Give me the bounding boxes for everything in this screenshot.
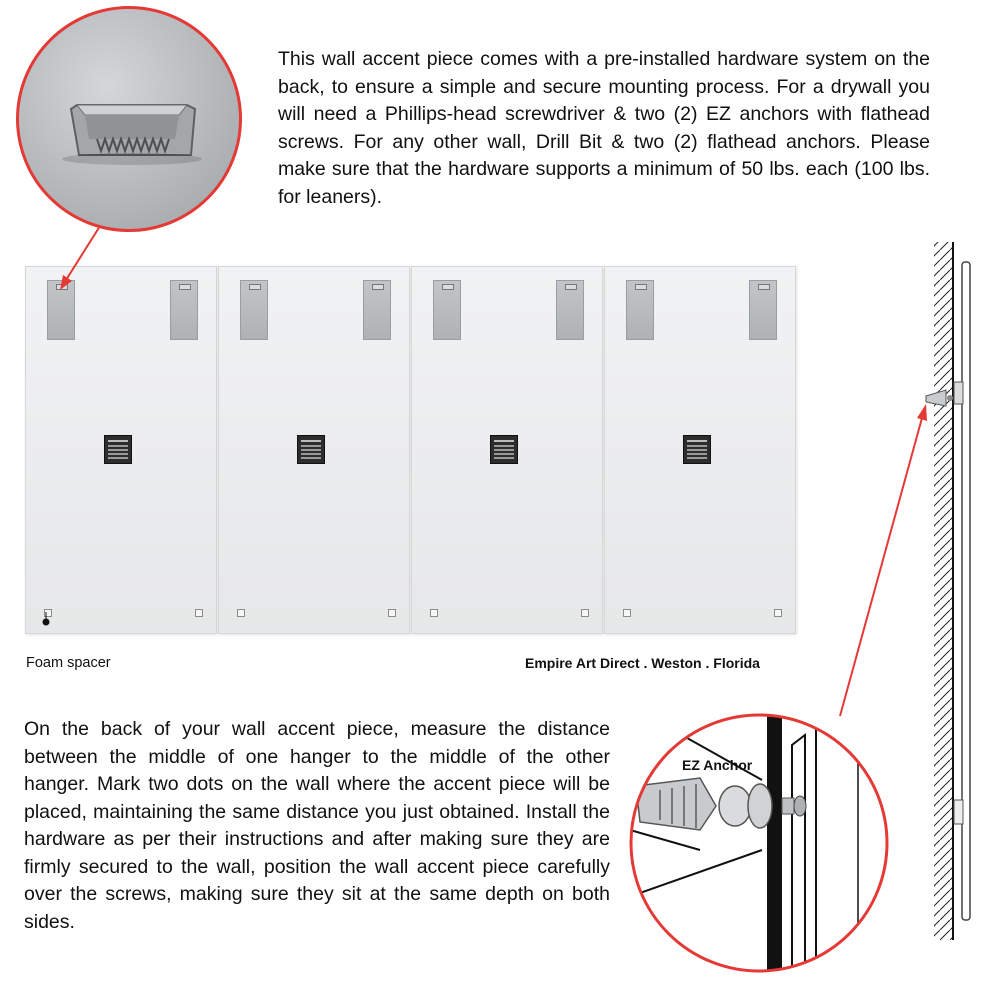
intro-paragraph: This wall accent piece comes with a pre-installed hardware system on the back, to ensure a simple and secure mounting process. For a drywall you will need a Phillips-head screwdriver & two (2) EZ anchors with flathead screws. For any other wall, Drill Bit & two (2) flathead anchors. Please make sure that the hardware supports a minimum of 50 lbs. each (100 lbs. for leaners). xyxy=(278,48,930,208)
ez-anchor-label: EZ Anchor xyxy=(682,757,753,773)
company-caption: Empire Art Direct . Weston . Florida xyxy=(525,655,760,671)
hanger-callout-arrow xyxy=(60,226,100,290)
instructions-paragraph: On the back of your wall accent piece, measure the distance between the middle of one hanger to the middle of the other hanger. Mark two dots on the wall where the accent piece will be placed, maintaining the same distance you just obtained. Install the hardware as per their instructions and after making sure they are firmly secured to the wall, position the wall accent piece carefully over the screws, making sure they sit at the same depth on both sides. xyxy=(24,718,610,933)
foam-spacer-pointer xyxy=(43,612,50,626)
ez-anchor-detail xyxy=(620,700,887,990)
foam-spacer-caption: Foam spacer xyxy=(26,655,111,671)
wall-side-view xyxy=(926,242,970,940)
anchor-callout-arrow xyxy=(840,404,927,716)
